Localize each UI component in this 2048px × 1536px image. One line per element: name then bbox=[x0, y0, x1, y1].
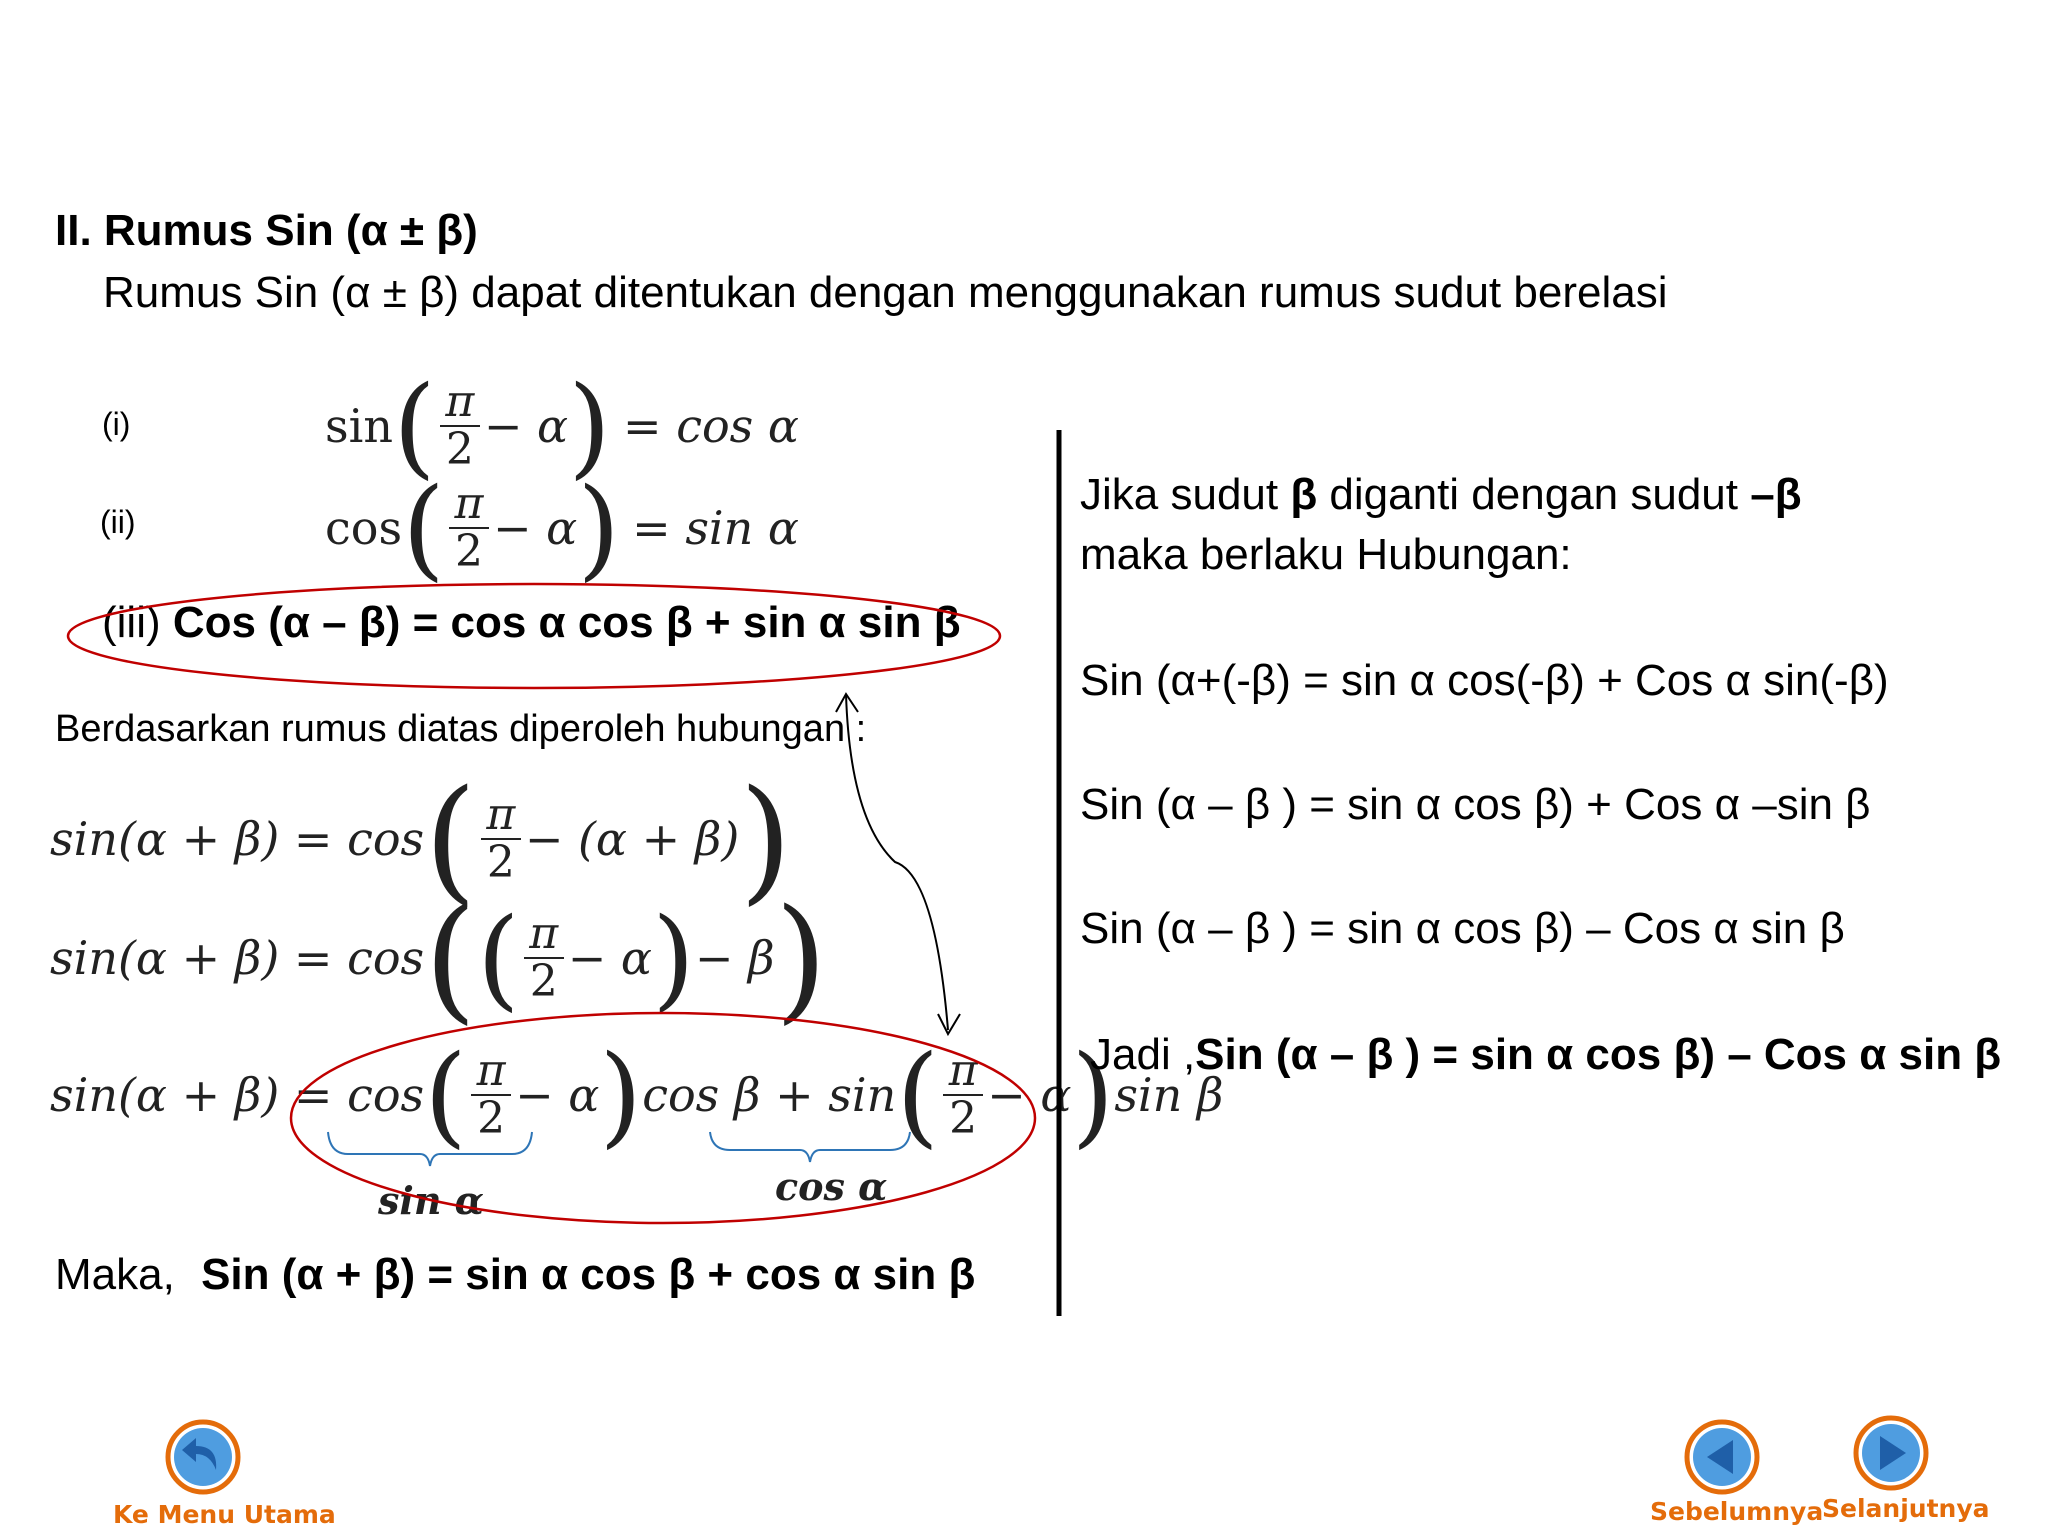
highlight-ellipse-derivation bbox=[291, 1013, 1035, 1223]
paren-close: ) bbox=[568, 362, 612, 490]
formula-i: sin ( $\frac{\pi}{2}$ − α ) = cos α bbox=[325, 362, 799, 490]
brace-right bbox=[710, 1132, 910, 1162]
section-title: II. Rumus Sin (α ± β) bbox=[55, 206, 478, 255]
derivation-lead: Berdasarkan rumus diatas diperoleh hubungan : bbox=[55, 708, 867, 750]
next-label[interactable]: Selanjutnya bbox=[1822, 1494, 1990, 1523]
right-panel-step-2: Sin (α – β ) = sin α cos β) + Cos α –sin β bbox=[1080, 780, 1871, 829]
formula-i-label: (i) bbox=[102, 406, 131, 442]
paren-open: ( bbox=[402, 464, 445, 592]
derivation-line-2: sin(α + β) = cos ( ( $\frac{\pi}{2}$ − α ) − β ) bbox=[50, 879, 828, 1037]
right-panel-line-1: Jika sudut β diganti dengan sudut –β bbox=[1080, 470, 1802, 519]
right-panel-step-1: Sin (α+(-β) = sin α cos(-β) + Cos α sin(-β) bbox=[1080, 656, 1889, 705]
formula-ii-label: (ii) bbox=[100, 504, 136, 540]
fraction-pi-over-2: $\frac{\pi}{2}$ bbox=[471, 1048, 511, 1142]
derivation-line-1: sin(α + β) = cos ( $\frac{\pi}{2}$ − (α + β) ) bbox=[50, 760, 792, 918]
section-intro: Rumus Sin (α ± β) dapat ditentukan dengan menggunakan rumus sudut berelasi bbox=[103, 268, 1668, 317]
connector-arrow bbox=[846, 694, 948, 1030]
paren-open: ( bbox=[392, 362, 436, 490]
arrowhead-bottom bbox=[938, 1014, 960, 1034]
brace-label-sin-alpha: sin α bbox=[378, 1178, 484, 1223]
formula-iii: (iii) Cos (α – β) = cos α cos β + sin α sin β bbox=[102, 598, 961, 647]
fraction-pi-over-2: $\frac{\pi}{2}$ bbox=[943, 1048, 983, 1142]
back-arrow-icon bbox=[164, 1418, 242, 1496]
formula-ii: cos ( $\frac{\pi}{2}$ − α ) = sin α bbox=[325, 464, 799, 592]
brace-label-cos-alpha: cos α bbox=[775, 1164, 888, 1209]
right-panel-line-2: maka berlaku Hubungan: bbox=[1080, 530, 1572, 579]
next-button[interactable] bbox=[1852, 1414, 1930, 1492]
highlight-ellipse-iii bbox=[68, 584, 1000, 688]
derivation-line-3: sin(α + β) = cos ( $\frac{\pi}{2}$ − α ) cos β + sin ( $\frac{\pi}{2}$ − α ) sin β bbox=[50, 1031, 1224, 1159]
fraction-pi-over-2: $\frac{\pi}{2}$ bbox=[449, 481, 489, 575]
triangle-right-icon bbox=[1852, 1414, 1930, 1492]
paren-close: ) bbox=[577, 464, 621, 592]
right-panel-final: Jadi ,Sin (α – β ) = sin α cos β) – Cos α sin β bbox=[1090, 1030, 2002, 1079]
fraction-pi-over-2: $\frac{\pi}{2}$ bbox=[481, 792, 521, 886]
brace-left bbox=[328, 1132, 532, 1166]
previous-button[interactable] bbox=[1683, 1418, 1761, 1496]
conclusion: Maka, Sin (α + β) = sin α cos β + cos α sin β bbox=[55, 1250, 976, 1299]
right-panel-step-3: Sin (α – β ) = sin α cos β) – Cos α sin β bbox=[1080, 904, 1845, 953]
home-label[interactable]: Ke Menu Utama bbox=[113, 1500, 336, 1529]
home-button[interactable] bbox=[164, 1418, 242, 1496]
previous-label[interactable]: Sebelumnya bbox=[1650, 1497, 1824, 1526]
triangle-left-icon bbox=[1683, 1418, 1761, 1496]
fraction-pi-over-2: $\frac{\pi}{2}$ bbox=[524, 911, 564, 1005]
fraction-pi-over-2: $\frac{\pi}{2}$ bbox=[440, 379, 480, 473]
